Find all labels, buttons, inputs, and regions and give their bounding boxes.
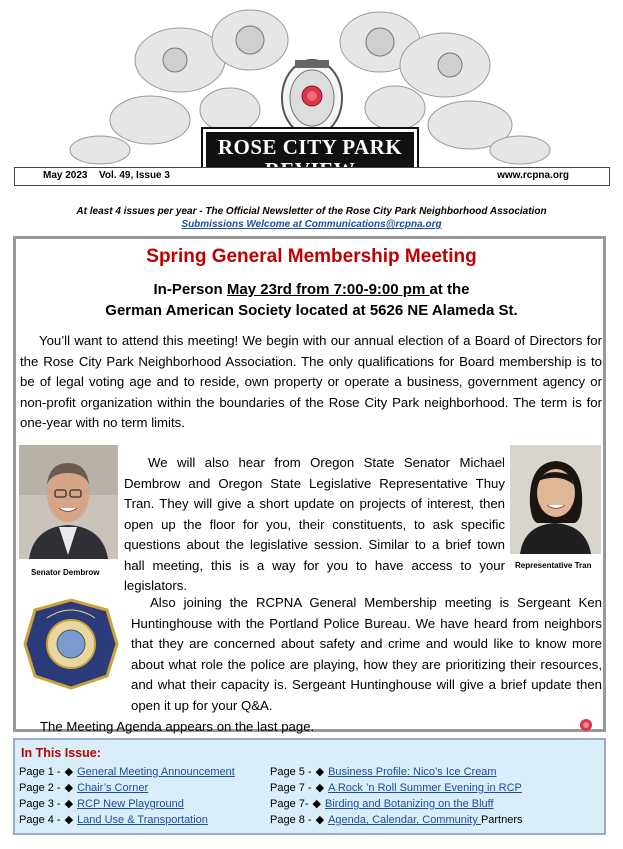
paragraph-2: We will also hear from Oregon State Senator Michael Dembrow and Oregon State Legislative Representative Thuy Tran. They will give a short update on projects of interest, then open up the floor for you, their constituents, to ask specific questions about the legislative session. Similar to a brief town hall meeting, this is a way for you to have access to your legislators. xyxy=(124,455,505,593)
diamond-bullet-icon: ◆ xyxy=(315,782,325,794)
sub1-underlined: May 23rd from 7:00-9:00 pm xyxy=(226,281,430,298)
tagline: At least 4 issues per year - The Official Newsletter of the Rose City Park Neighborhood Association xyxy=(76,206,547,217)
paragraph-3: Also joining the RCPNA General Membership meeting is Sergeant Ken Huntinghouse with the Portland Police Bureau. We have heard from neighbors that they are concerned about safety and crime and would like to know more about what role the police are playing, how they are prioritizing their resources, and what their capacity is. Sergeant Huntinghouse will give a brief update then open it up for your Q&A. xyxy=(131,595,602,713)
rose-icon xyxy=(579,718,593,732)
issue-volume: Vol. 49, Issue 3 xyxy=(99,170,170,181)
diamond-bullet-icon: ◆ xyxy=(312,798,321,810)
issue-date: May 2023 xyxy=(43,170,88,181)
toc-link[interactable]: Land Use & Transportation xyxy=(77,814,208,826)
title-line1: ROSE CITY PARK xyxy=(217,135,403,159)
toc-item[interactable] xyxy=(270,765,497,778)
toc-item[interactable] xyxy=(270,797,494,810)
toc-tail: Partners xyxy=(480,814,523,826)
toc-link[interactable]: Birding and Botanizing on the Bluff xyxy=(325,798,494,810)
toc-link[interactable]: Business Profile: Nico’s Ice Cream xyxy=(328,766,497,778)
diamond-bullet-icon: ◆ xyxy=(315,814,325,826)
website-link[interactable]: www.rcpna.org xyxy=(497,170,569,181)
toc-link[interactable]: Agenda, Calendar, Community xyxy=(328,814,481,826)
article-subheading-2: German American Society located at 5626 NE Alameda St. xyxy=(105,302,518,319)
diamond-bullet-icon: ◆ xyxy=(64,782,74,794)
diamond-bullet-icon: ◆ xyxy=(64,766,74,778)
paragraph-1: You’ll want to attend this meeting! We begin with our annual election of a Board of Directors for the Rose City Park Neighborhood Association. The only qualifications for Board membership is to be of legal voting age and to reside, own property or operate a business, government agency or non-profit organization within the boundaries of the Rose City Park neighborhood. The term is for one-year with no term limits. xyxy=(20,333,602,430)
toc-link[interactable]: RCP New Playground xyxy=(77,798,184,810)
article-subheading-1 xyxy=(0,281,623,298)
diamond-bullet-icon: ◆ xyxy=(64,814,74,826)
article-headline: Spring General Membership Meeting xyxy=(146,246,477,267)
diamond-bullet-icon: ◆ xyxy=(315,766,325,778)
toc-page: Page 8 - xyxy=(270,814,312,826)
issue-bar xyxy=(14,167,610,186)
submissions-link[interactable]: Submissions Welcome at Communications@rcpna.org xyxy=(181,219,442,230)
toc-link[interactable]: Chair’s Corner xyxy=(77,782,149,794)
caption-senator: Senator Dembrow xyxy=(31,568,100,577)
submissions-line xyxy=(0,219,623,230)
closing-line: The Meeting Agenda appears on the last page. xyxy=(40,719,315,734)
toc-item[interactable] xyxy=(19,813,208,826)
toc-item[interactable] xyxy=(270,813,523,826)
toc-link[interactable]: General Meeting Announcement xyxy=(77,766,235,778)
toc-link[interactable]: A Rock ’n Roll Summer Evening in RCP xyxy=(328,782,522,794)
toc-item[interactable] xyxy=(19,781,148,794)
masthead xyxy=(0,0,623,190)
senator-photo xyxy=(19,445,118,559)
toc-item[interactable] xyxy=(19,797,184,810)
toc-page: Page 7- xyxy=(270,798,309,810)
toc-page: Page 2 - xyxy=(19,782,61,794)
toc-item[interactable] xyxy=(270,781,522,794)
representative-photo xyxy=(510,445,601,554)
toc-item[interactable] xyxy=(19,765,235,778)
toc-page: Page 5 - xyxy=(270,766,312,778)
sub1-prefix: In-Person xyxy=(153,281,227,298)
toc-title: In This Issue: xyxy=(21,746,101,760)
toc-page: Page 3 - xyxy=(19,798,61,810)
police-badge-icon xyxy=(17,596,125,692)
sub1-suffix: at the xyxy=(429,281,470,298)
diamond-bullet-icon: ◆ xyxy=(64,798,74,810)
caption-representative: Representative Tran xyxy=(515,561,592,570)
toc-page: Page 1 - xyxy=(19,766,61,778)
toc-page: Page 4 - xyxy=(19,814,61,826)
toc-page: Page 7 - xyxy=(270,782,312,794)
